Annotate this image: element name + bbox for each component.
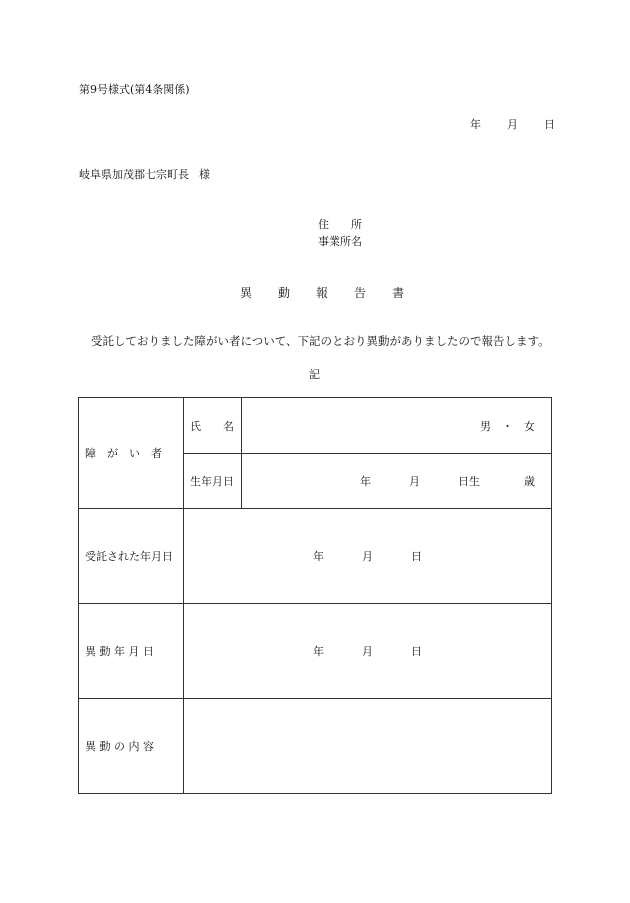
change-content-field[interactable] <box>184 699 552 794</box>
table-row <box>79 604 552 699</box>
addressee <box>79 166 210 182</box>
entrusted-date-label: 受託された年月日 <box>79 509 184 604</box>
title-char: 告 <box>354 286 367 300</box>
report-table <box>78 397 552 794</box>
date-month-label: 月 <box>507 118 518 131</box>
title-char: 異 <box>240 286 253 300</box>
body-text: 受託しておりました障がい者について、下記のとおり異動がありましたので報告します。 <box>91 334 550 348</box>
date-day-label: 日 <box>544 118 555 131</box>
name-label: 氏 名 <box>184 398 242 454</box>
entrusted-year-label: 年 <box>313 550 324 563</box>
name-field[interactable] <box>242 398 552 454</box>
entrusted-date-field[interactable] <box>184 509 552 604</box>
ki-label: 記 <box>309 368 320 381</box>
table-row <box>79 398 552 454</box>
gender-selector[interactable]: 男 ・ 女 <box>480 419 535 433</box>
table-row <box>79 509 552 604</box>
office-name-label: 事業所名 <box>318 235 362 248</box>
change-date-field[interactable] <box>184 604 552 699</box>
table-row <box>79 699 552 794</box>
birth-date-field[interactable] <box>242 454 552 509</box>
birth-month-label: 月 <box>409 475 420 488</box>
person-header: 障 が い 者 <box>79 398 184 509</box>
change-year-label: 年 <box>313 645 324 658</box>
birth-year-label: 年 <box>360 475 371 488</box>
date-year-label: 年 <box>470 118 481 131</box>
applicant-block <box>318 216 362 250</box>
title-char: 書 <box>392 286 405 300</box>
addressee-honorific: 様 <box>199 168 210 181</box>
entrusted-day-label: 日 <box>411 550 422 563</box>
form-number: 第9号様式(第4条関係) <box>79 83 190 96</box>
change-month-label: 月 <box>362 645 373 658</box>
change-day-label: 日 <box>411 645 422 658</box>
age-label: 歳 <box>524 475 535 488</box>
entrusted-month-label: 月 <box>362 550 373 563</box>
change-content-label: 異 動 の 内 容 <box>79 699 184 794</box>
change-date-label: 異 動 年 月 日 <box>79 604 184 699</box>
birth-day-label: 日生 <box>458 475 480 488</box>
document-title <box>240 284 404 301</box>
addressee-name: 岐阜県加茂郡七宗町長 <box>79 168 189 181</box>
birth-label: 生年月日 <box>184 454 242 509</box>
submission-date <box>470 116 555 132</box>
title-char: 動 <box>278 286 291 300</box>
address-label: 住 所 <box>318 218 362 231</box>
title-char: 報 <box>316 286 329 300</box>
